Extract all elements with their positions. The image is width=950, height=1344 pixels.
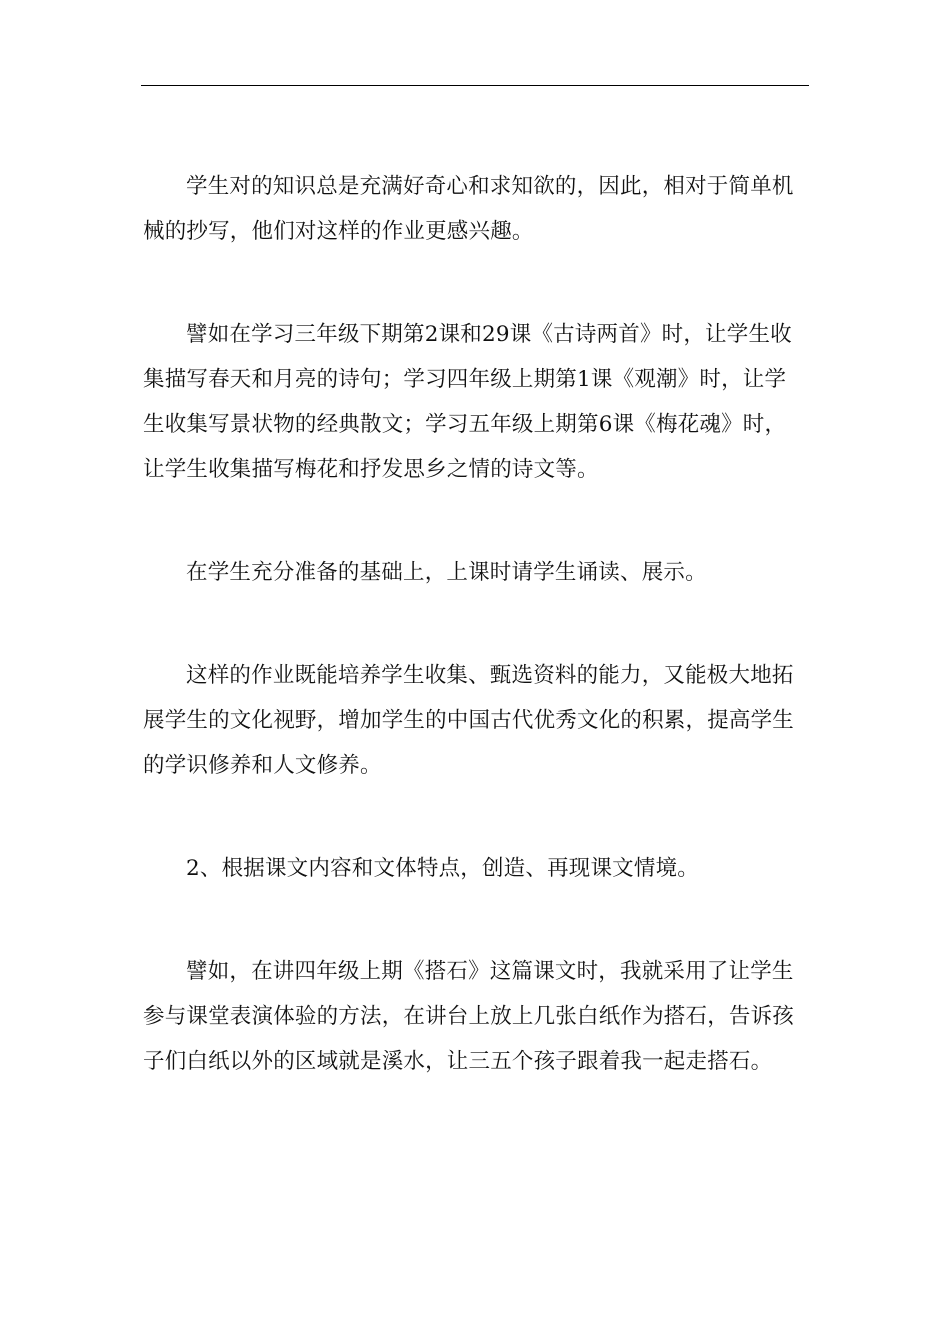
paragraph-2: 譬如在学习三年级下期第2课和29课《古诗两首》时，让学生收集描写春天和月亮的诗句；学习四年级上期第1课《观潮》时，让学生收集写景状物的经典散文；学习五年级上期第6课《梅花魂》时，让学生收集描写梅花和抒发思乡之情的诗文等。 [143, 322, 792, 482]
paragraph-5: 2、根据课文内容和文体特点，创造、再现课文情境。 [186, 856, 699, 881]
header-rule [141, 85, 809, 86]
paragraph-6: 譬如，在讲四年级上期《搭石》这篇课文时，我就采用了让学生参与课堂表演体验的方法，在讲台上放上几张白纸作为搭石，告诉孩子们白纸以外的区域就是溪水，让三五个孩子跟着我一起走搭石。 [143, 959, 795, 1074]
paragraph-4: 这样的作业既能培养学生收集、甄选资料的能力，又能极大地拓展学生的文化视野，增加学生的中国古代优秀文化的积累，提高学生的学识修养和人文修养。 [143, 663, 795, 778]
paragraph-3: 在学生充分准备的基础上，上课时请学生诵读、展示。 [186, 560, 707, 585]
document-body [143, 164, 807, 1084]
paragraph-1: 学生对的知识总是充满好奇心和求知欲的，因此，相对于简单机械的抄写，他们对这样的作业更感兴趣。 [143, 174, 794, 244]
